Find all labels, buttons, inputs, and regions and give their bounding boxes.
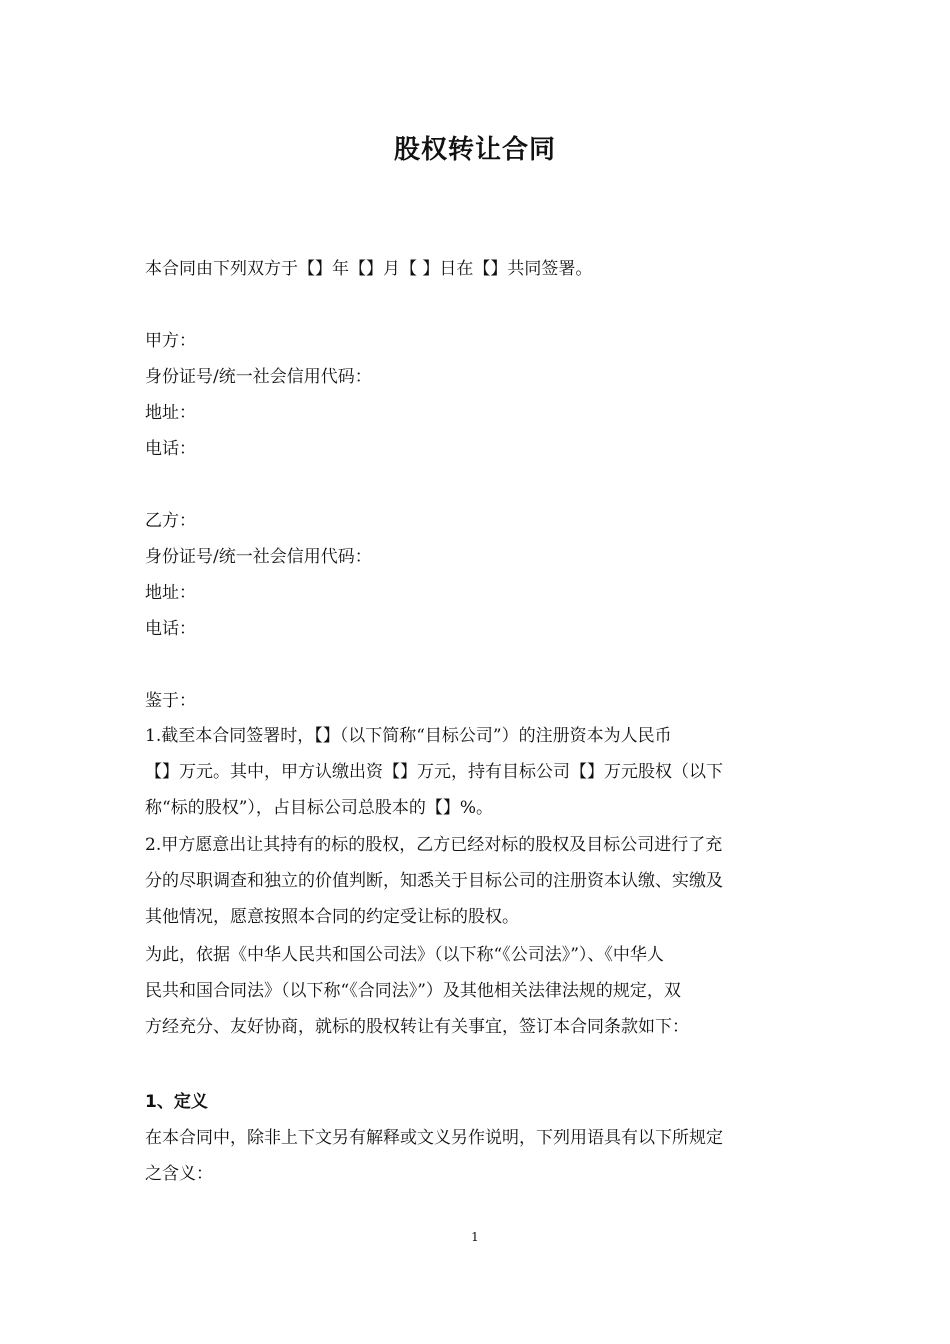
party-a-address-label: 地址： <box>145 403 196 423</box>
whereas-label: 鉴于： <box>145 691 196 711</box>
section-1-line: 之含义： <box>145 1164 213 1184</box>
party-a-phone-label: 电话： <box>145 439 196 459</box>
basis-line: 为此，依据《中华人民共和国公司法》（以下称“《公司法》”）、《中华人 <box>145 945 664 965</box>
page-number: 1 <box>471 1230 479 1244</box>
party-b-address-label: 地址： <box>145 583 196 603</box>
intro-paragraph: 本合同由下列双方于【】年【】月【 】日在【】共同签署。 <box>145 259 593 279</box>
whereas-item1-line: 称“标的股权”），占目标公司总股本的【】%。 <box>145 798 494 818</box>
whereas-item1-line: 1.截至本合同签署时，【】（以下简称“目标公司”）的注册资本为人民币 <box>145 726 672 746</box>
document-title: 股权转让合同 <box>393 135 556 165</box>
basis-line: 民共和国合同法》（以下称“《合同法》”）及其他相关法律法规的规定，双 <box>145 981 681 1001</box>
section-1-line: 在本合同中，除非上下文另有解释或文义另作说明，下列用语具有以下所规定 <box>145 1128 723 1148</box>
whereas-item1-line: 【】万元。其中，甲方认缴出资【】万元，持有目标公司【】万元股权（以下 <box>145 762 723 782</box>
party-b-label: 乙方： <box>145 511 196 531</box>
whereas-item2-line: 2.甲方愿意出让其持有的标的股权，乙方已经对标的股权及目标公司进行了充 <box>145 835 723 855</box>
whereas-item2-line: 分的尽职调查和独立的价值判断，知悉关于目标公司的注册资本认缴、实缴及 <box>145 871 723 891</box>
party-a-id-label: 身份证号/统一社会信用代码： <box>145 367 372 387</box>
section-1-heading: 1、定义 <box>145 1092 208 1112</box>
party-a-label: 甲方： <box>145 331 196 351</box>
party-b-phone-label: 电话： <box>145 619 196 639</box>
whereas-item2-line: 其他情况，愿意按照本合同的约定受让标的股权。 <box>145 907 519 927</box>
party-b-id-label: 身份证号/统一社会信用代码： <box>145 547 372 567</box>
basis-line: 方经充分、友好协商，就标的股权转让有关事宜，签订本合同条款如下： <box>145 1017 689 1037</box>
